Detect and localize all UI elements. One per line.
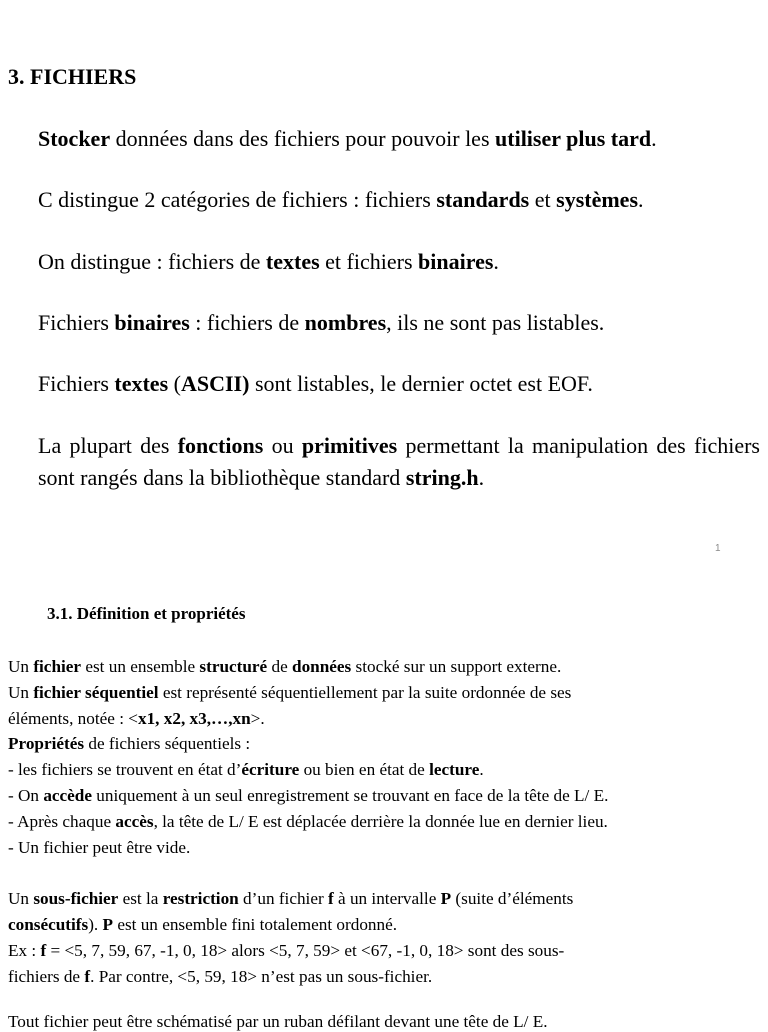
text: éléments, notée : < xyxy=(8,708,138,728)
bold-text: primitives xyxy=(301,433,398,458)
text: . xyxy=(479,760,484,780)
slide-paragraph-3 xyxy=(38,246,499,278)
text: - les fichiers se trouvent en état d’ xyxy=(8,760,242,780)
body-line-5 xyxy=(8,757,760,783)
bold-text: restriction xyxy=(162,889,239,909)
body-line-1 xyxy=(8,654,760,680)
text: . xyxy=(638,187,644,212)
text: C distingue 2 catégories de fichiers : fichiers xyxy=(38,187,437,212)
text: Tout fichier peut être schématisé par un ruban défilant devant une tête de L/ E. xyxy=(8,1012,548,1031)
bold-text: binaires xyxy=(114,310,190,335)
text: est représenté séquentiellement par la suite ordonnée de ses xyxy=(158,682,572,702)
body-line-6 xyxy=(8,783,760,809)
text: Un xyxy=(8,657,34,676)
bold-text: structuré xyxy=(199,657,268,676)
text: est un ensemble xyxy=(81,657,200,676)
text: . xyxy=(493,249,499,274)
text: = <5, 7, 59, 67, -1, 0, 18> alors <5, 7, 59> et <67, -1, 0, 18> sont des sous- xyxy=(46,940,565,960)
bold-text: accès xyxy=(115,811,154,831)
text: Fichiers xyxy=(38,371,115,396)
body-line-2 xyxy=(8,680,760,706)
bold-text: f xyxy=(40,940,47,960)
text: . xyxy=(478,465,485,490)
bold-text: fichier séquentiel xyxy=(33,682,159,702)
text: ou bien en état de xyxy=(299,760,430,780)
text: - On xyxy=(8,785,44,805)
paragraph-gap xyxy=(8,860,760,886)
section-title: 3.1. Définition et propriétés xyxy=(47,604,246,623)
bold-text: Propriétés xyxy=(8,734,85,754)
bold-text: Stocker xyxy=(38,126,111,151)
text: est un ensemble fini totalement ordonné. xyxy=(113,914,398,934)
slide-paragraph-2 xyxy=(38,184,644,216)
text: ( xyxy=(168,371,181,396)
slide-paragraph-6 xyxy=(38,430,760,494)
body-line-10 xyxy=(8,912,760,938)
bold-text: binaires xyxy=(418,249,494,274)
text: . Par contre, <5, 59, 18> n’est pas un sous-fichier. xyxy=(90,966,433,986)
text: , la tête de L/ E est déplacée derrière la donnée lue en dernier lieu. xyxy=(153,811,608,831)
text: données dans des fichiers pour pouvoir les xyxy=(110,126,496,151)
text: de fichiers séquentiels : xyxy=(84,734,251,754)
text: permettant la manipulation des fichiers sont rangés dans la bibliothèque standard xyxy=(38,433,760,490)
text: et xyxy=(529,187,557,212)
body-line-4 xyxy=(8,731,760,757)
body-line-12 xyxy=(8,964,760,990)
text: ou xyxy=(263,433,302,458)
chapter-heading: 3. FICHIERS xyxy=(8,64,137,89)
section-body xyxy=(8,654,760,989)
bold-text: données xyxy=(292,657,352,676)
body-line-8 xyxy=(8,835,760,861)
body-line-7 xyxy=(8,809,760,835)
bold-text: standards xyxy=(436,187,530,212)
page-number: 1 xyxy=(715,543,721,554)
text: La plupart des xyxy=(38,433,178,458)
text: Ex : xyxy=(8,940,41,960)
bold-text: consécutifs xyxy=(8,914,89,934)
bold-text: nombres xyxy=(304,310,387,335)
slide-paragraph-5 xyxy=(38,368,593,400)
text: : fichiers de xyxy=(189,310,305,335)
text: , ils ne sont pas listables. xyxy=(386,310,605,335)
text: . xyxy=(651,126,657,151)
text: uniquement à un seul enregistrement se trouvant en face de la tête de L/ E. xyxy=(92,785,609,805)
body-line-13 xyxy=(8,1012,548,1032)
bold-text: P xyxy=(440,889,452,909)
text: et fichiers xyxy=(319,249,419,274)
text: (suite d’éléments xyxy=(451,889,574,909)
bold-text: f xyxy=(84,966,91,986)
bold-text: fonctions xyxy=(177,433,264,458)
body-line-9 xyxy=(8,886,760,912)
text: à un intervalle xyxy=(333,889,441,909)
text: sont listables, le dernier octet est EOF. xyxy=(249,371,593,396)
text: Un xyxy=(8,889,34,909)
slide-paragraph-1 xyxy=(38,123,657,155)
text: Fichiers xyxy=(38,310,115,335)
bold-text: textes xyxy=(265,249,320,274)
text: stocké sur un support externe. xyxy=(351,657,562,676)
text: - Après chaque xyxy=(8,811,116,831)
bold-text: textes xyxy=(114,371,169,396)
bold-text: fichier xyxy=(33,657,82,676)
bold-text: accède xyxy=(43,785,92,805)
bold-text: f xyxy=(327,889,334,909)
bold-text: systèmes xyxy=(556,187,639,212)
text: - Un fichier peut être vide. xyxy=(8,837,191,857)
slide-paragraph-4 xyxy=(38,307,604,339)
body-line-11 xyxy=(8,938,760,964)
body-line-3 xyxy=(8,706,760,732)
bold-text: ASCII) xyxy=(180,371,250,396)
text: d’un fichier xyxy=(238,889,328,909)
text: ). xyxy=(88,914,103,934)
text: >. xyxy=(250,708,265,728)
bold-text: sous-fichier xyxy=(33,889,119,909)
bold-text: string.h xyxy=(405,465,479,490)
text: On distingue : fichiers de xyxy=(38,249,266,274)
bold-text: P xyxy=(102,914,114,934)
text: est la xyxy=(118,889,163,909)
bold-text: x1, x2, x3,…,xn xyxy=(137,708,251,728)
text: de xyxy=(267,657,293,676)
bold-text: utiliser plus tard xyxy=(495,126,652,151)
text: fichiers de xyxy=(8,966,85,986)
text: Un xyxy=(8,682,34,702)
bold-text: lecture xyxy=(429,760,480,780)
bold-text: écriture xyxy=(241,760,300,780)
